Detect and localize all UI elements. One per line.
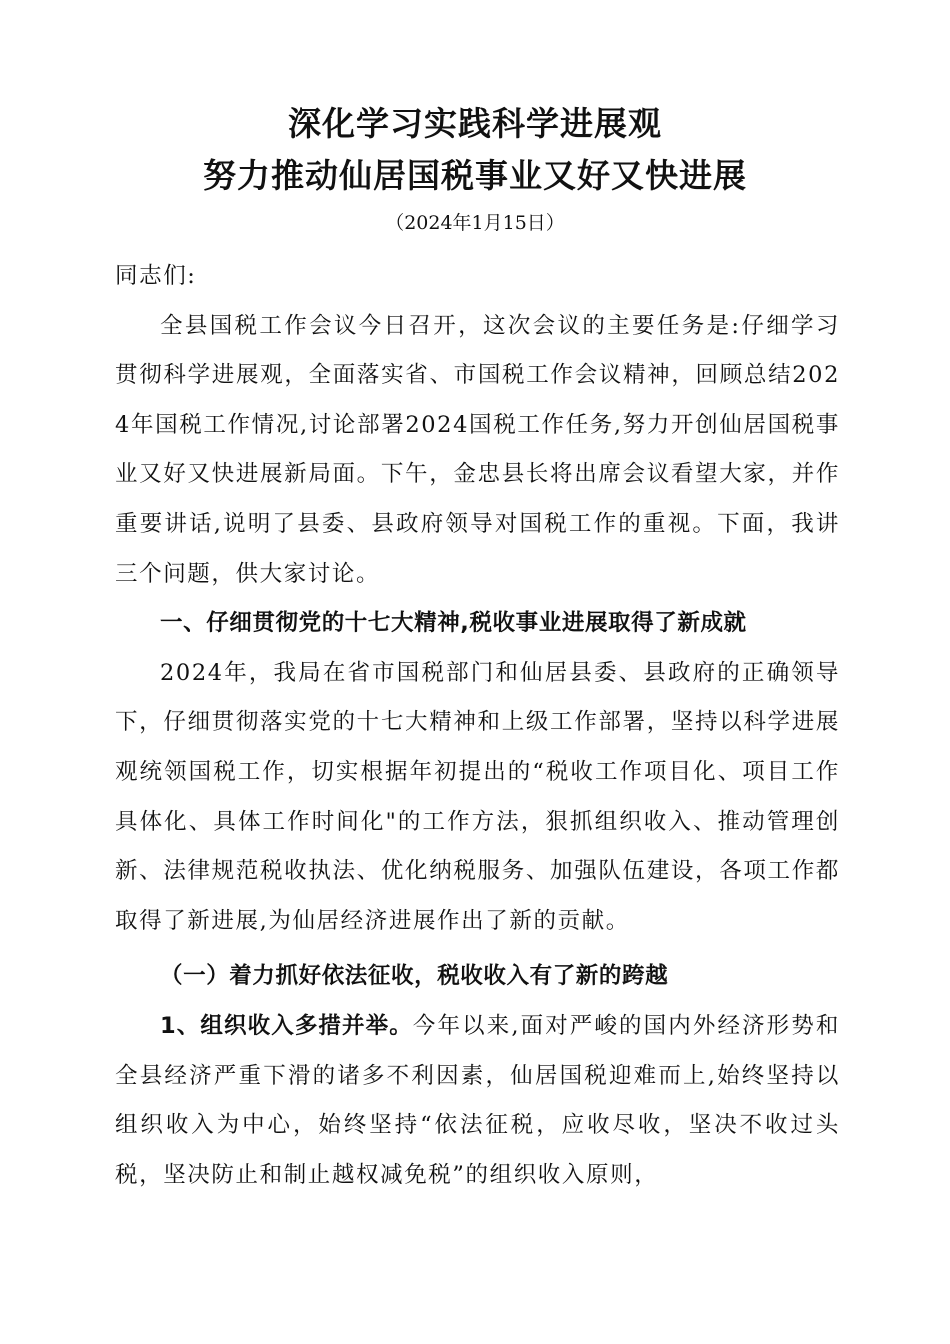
section1-paragraph: 2024年，我局在省市国税部门和仙居县委、县政府的正确领导下，仔细贯彻落实党的十七大精神和上级工作部署，坚持以科学进展观统领国税工作，切实根据年初提出的“税收工作项目化、项目工作具体化、具体工作时间化"的工作方法，狠抓组织收入、推动管理创新、法律规范税收执法、优化纳税服务、加强队伍建设，各项工作都取得了新进展,为仙居经济进展作出了新的贡献。 <box>115 659 840 934</box>
item1-body: 今年以来,面对严峻的国内外经济形势和全县经济严重下滑的诸多不利因素，仙居国税迎难而上,始终坚持以组织收入为中心，始终坚持“依法征税，应收尽收，坚决不收过头税，坚决防止和制止越权减免税”的组织收入原则， <box>115 1012 840 1188</box>
document-date: （2024年1月15日） <box>385 212 565 234</box>
section-heading-1: 一、仔细贯彻党的十七大精神,税收事业进展取得了新成就 <box>160 610 747 637</box>
document-title-line2: 努力推动仙居国税事业又好又快进展 <box>203 156 747 195</box>
subsection-heading-1: （一）着力抓好依法征收，税收收入有了新的跨越 <box>160 963 669 990</box>
intro-paragraph: 全县国税工作会议今日召开，这次会议的主要任务是:仔细学习贯彻科学进展观，全面落实省、市国税工作会议精神，回顾总结2024年国税工作情况,讨论部署2024国税工作任务,努力开创仙居国税事业又好又快进展新局面。下午，金忠县长将出席会议看望大家，并作重要讲话,说明了县委、县政府领导对国税工作的重视。下面，我讲三个问题，供大家讨论。 <box>115 312 840 587</box>
item1-lead: 1、组织收入多措并举。 <box>160 1012 413 1039</box>
item1-paragraph <box>115 1002 840 1200</box>
document-title-line1: 深化学习实践科学进展观 <box>288 104 662 143</box>
salutation: 同志们: <box>115 263 197 289</box>
document-body <box>115 252 840 1200</box>
